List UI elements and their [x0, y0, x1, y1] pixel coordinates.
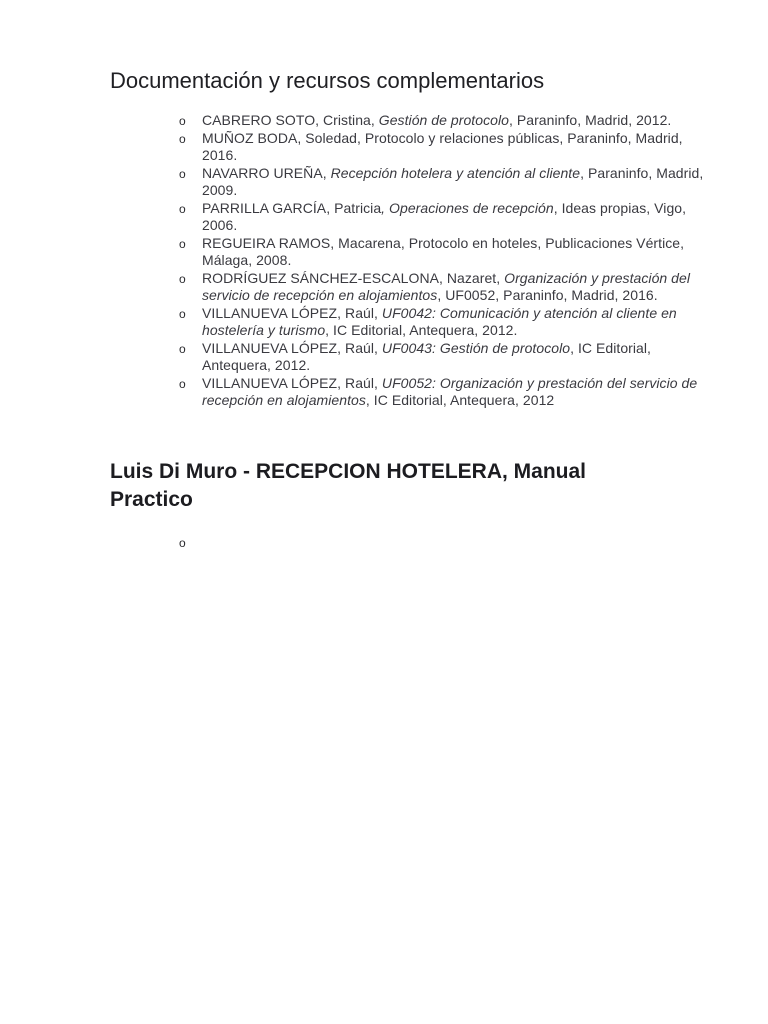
- reference-item: [0, 235, 768, 270]
- bullet-marker: o: [179, 166, 186, 181]
- reference-text: , IC Editorial, Antequera, 2012: [365, 392, 555, 408]
- bullet-marker: o: [179, 236, 186, 251]
- reference-item: [0, 165, 768, 200]
- reference-text: PARRILLA GARCÍA, Patricia: [202, 199, 382, 216]
- reference-text: , Paraninfo, Madrid, 2012.: [508, 112, 672, 128]
- reference-title: UF0052: Organización y prestación del servicio de recepción en alojamientos: [202, 374, 698, 408]
- reference-item: [0, 200, 768, 235]
- reference-text: , IC Editorial, Antequera, 2012.: [325, 322, 518, 338]
- manual-title-heading: Luis Di Muro - RECEPCION HOTELERA, Manual Practico: [110, 460, 587, 511]
- bullet-marker: o: [179, 376, 186, 391]
- reference-text: , UF0052, Paraninfo, Madrid, 2016.: [437, 287, 658, 303]
- reference-title: Recepción hotelera y atención al cliente: [330, 164, 581, 181]
- reference-title: UF0042: Comunicación y atención al cliente en hostelería y turismo: [202, 304, 677, 338]
- reference-text: CABRERO SOTO, Cristina,: [202, 112, 379, 128]
- reference-text: NAVARRO UREÑA,: [202, 164, 331, 181]
- reference-item: [0, 305, 768, 340]
- reference-title: UF0043: Gestión de protocolo: [381, 339, 571, 356]
- reference-text: , Paraninfo, Madrid, 2009.: [202, 164, 704, 198]
- bullet-marker: o: [179, 131, 186, 146]
- reference-text: MUÑOZ BODA, Soledad, Protocolo y relaciones públicas, Paraninfo, Madrid, 2016.: [202, 129, 683, 163]
- reference-item: [0, 270, 768, 305]
- bullet-marker: o: [179, 201, 186, 216]
- reference-item: [0, 112, 768, 130]
- reference-title: Organización y prestación del servicio de recepción en alojamientos: [202, 269, 691, 303]
- reference-list: [0, 112, 768, 410]
- reference-item: [0, 375, 768, 410]
- reference-item: [0, 340, 768, 375]
- bullet-marker: o: [179, 271, 186, 286]
- reference-text: VILLANUEVA LÓPEZ, Raúl,: [202, 374, 382, 391]
- empty-bullet: o: [179, 536, 186, 550]
- reference-title: , Operaciones de recepción: [381, 199, 554, 216]
- reference-item: [0, 130, 768, 165]
- reference-title: Gestión de protocolo: [378, 112, 509, 128]
- reference-text: , IC Editorial, Antequera, 2012.: [202, 339, 651, 373]
- reference-text: REGUEIRA RAMOS, Macarena, Protocolo en hoteles, Publicaciones Vértice, Málaga, 2008.: [202, 234, 685, 268]
- reference-text: , Ideas propias, Vigo, 2006.: [202, 199, 687, 233]
- bullet-marker: o: [179, 306, 186, 321]
- section-heading: Documentación y recursos complementarios: [110, 68, 545, 93]
- bullet-marker: o: [179, 341, 186, 356]
- bullet-marker: o: [179, 114, 186, 128]
- reference-text: VILLANUEVA LÓPEZ, Raúl,: [202, 339, 382, 356]
- reference-text: VILLANUEVA LÓPEZ, Raúl,: [202, 304, 382, 321]
- reference-text: RODRÍGUEZ SÁNCHEZ-ESCALONA, Nazaret,: [202, 269, 505, 286]
